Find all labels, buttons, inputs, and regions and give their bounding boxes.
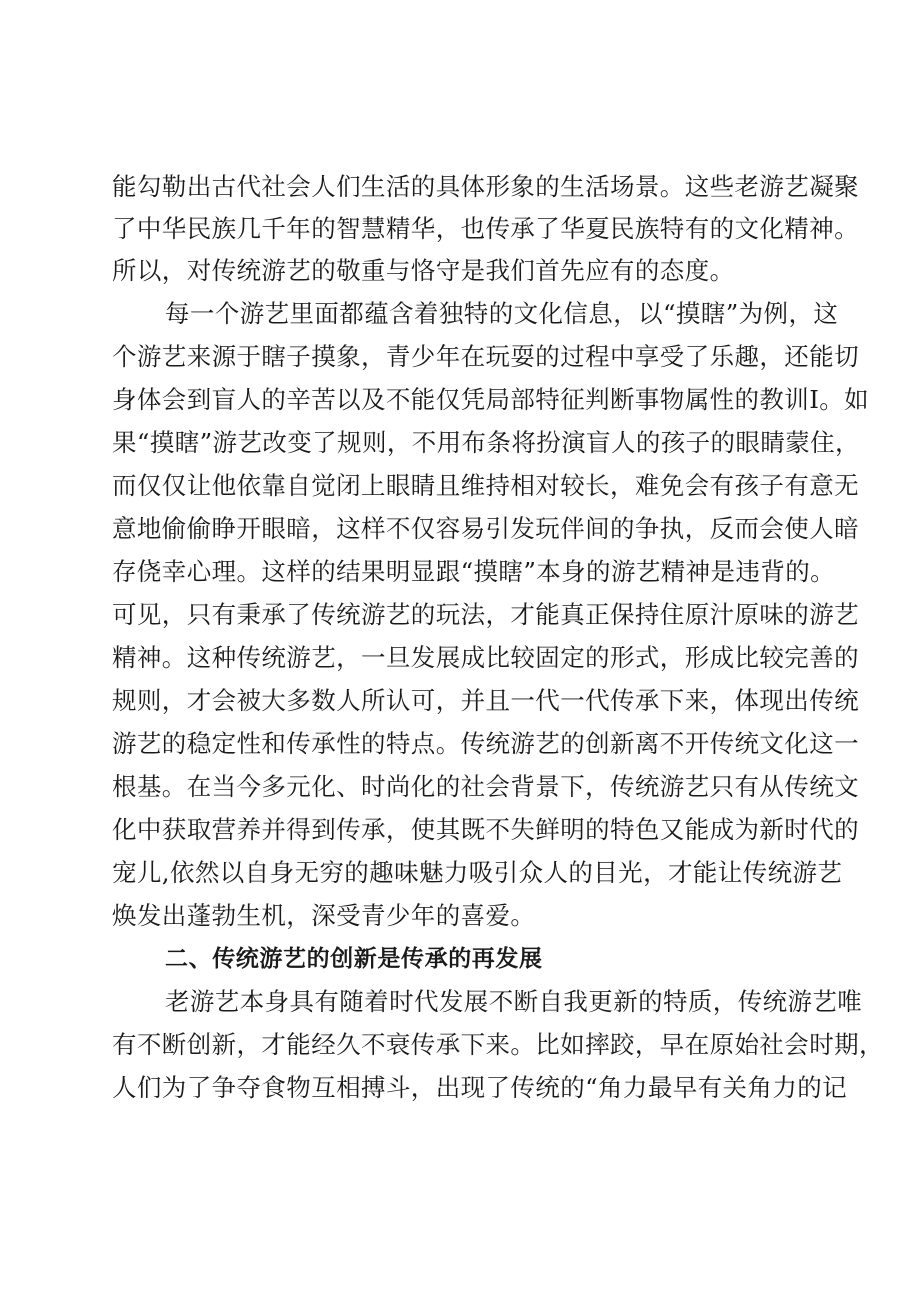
- body-text-line: 宠儿,依然以自身无穷的趣味魅力吸引众人的目光，才能让传统游艺: [112, 858, 843, 887]
- body-text-line: 意地偷偷睁开眼暗，这样不仅容易引发玩伴间的争执，反而会使人暗: [112, 514, 859, 543]
- body-text-line: 游艺的稳定性和传承性的特点。传统游艺的创新离不开传统文化这一: [112, 729, 859, 758]
- body-text-line: 存侥幸心理。这样的结果明显跟“摸瞎”本身的游艺精神是违背的。: [112, 557, 836, 586]
- body-text-line: 化中获取营养并得到传承，使其既不失鲜明的特色又能成为新时代的: [112, 815, 859, 844]
- body-text-line: 人们为了争夺食物互相搏斗，出现了传统的“角力最早有关角力的记: [112, 1073, 848, 1102]
- body-text-line: 所以，对传统游艺的敬重与恪守是我们首先应有的态度。: [112, 256, 735, 285]
- body-text-line: 果“摸瞎”游艺改变了规则，不用布条将扮演盲人的孩子的眼睛蒙住，: [112, 428, 860, 457]
- section-heading: 二、传统游艺的创新是传承的再发展: [165, 946, 543, 972]
- body-text-line: 了中华民族几千年的智慧精华，也传承了华夏民族特有的文化精神。: [112, 214, 859, 243]
- body-text-line: 有不断创新，才能经久不衰传承下来。比如摔跤，早在原始社会时期，: [112, 1030, 884, 1059]
- body-text-line: 而仅仅让他依靠自觉闭上眼睛且维持相对较长，难免会有孩子有意无: [112, 471, 859, 500]
- body-text-line: 身体会到盲人的辛苦以及不能仅凭局部特征判断事物属性的教训I。如: [112, 385, 870, 414]
- body-text-line: 根基。在当今多元化、时尚化的社会背景下，传统游艺只有从传统文: [112, 772, 859, 801]
- body-text-line: 可见，只有秉承了传统游艺的玩法，才能真正保持住原汁原味的游艺: [112, 600, 859, 629]
- body-text-line: 规则，才会被大多数人所认可，并且一代一代传承下来，体现出传统: [112, 686, 859, 715]
- body-text-line: 能勾勒出古代社会人们生活的具体形象的生活场景。这些老游艺凝聚: [112, 172, 859, 201]
- body-text-line: 精神。这种传统游艺，一旦发展成比较固定的形式，形成比较完善的: [112, 643, 859, 672]
- paragraph-first-line: 老游艺本身具有随着时代发展不断自我更新的特质，传统游艺唯: [165, 987, 863, 1016]
- paragraph-first-line: 每一个游艺里面都蕴含着独特的文化信息，以“摸瞎”为例，这: [165, 299, 839, 328]
- body-text-line: 焕发出蓬勃生机，深受青少年的喜爱。: [112, 901, 536, 930]
- body-text-line: 个游艺来源于瞎子摸象，青少年在玩耍的过程中享受了乐趣，还能切: [112, 342, 859, 371]
